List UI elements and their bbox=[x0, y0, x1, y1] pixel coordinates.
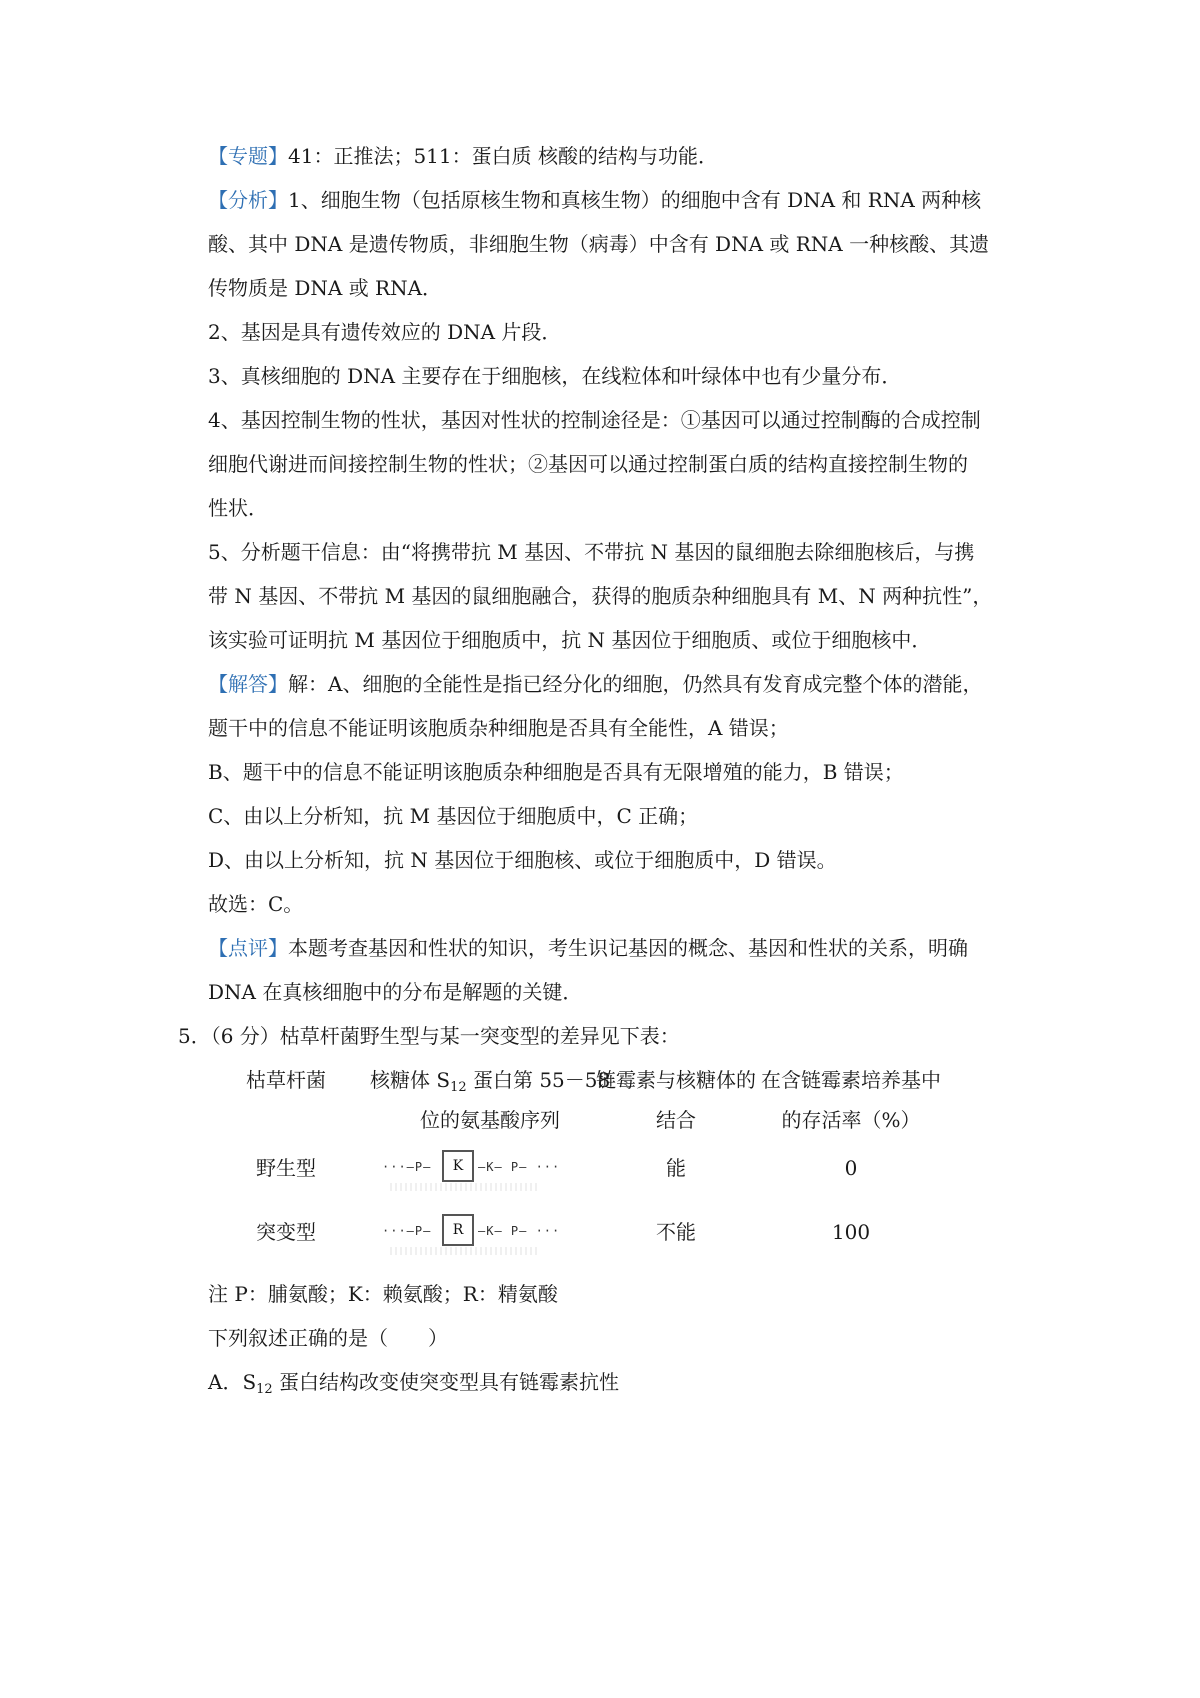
topic-tag: 【专题】 bbox=[208, 144, 288, 168]
table-header-survival-line-2: 的存活率（%） bbox=[781, 1108, 921, 1132]
question-5-note: 注 P：脯氨酸；K：赖氨酸；R：精氨酸 bbox=[208, 1282, 558, 1306]
option-a-post: 蛋白结构改变使突变型具有链霉素抗性 bbox=[272, 1370, 620, 1394]
analysis-line-3: 传物质是 DNA 或 RNA． bbox=[208, 276, 443, 300]
sequence-right: —K— P— ··· bbox=[478, 1160, 561, 1174]
table-header-sequence-line-2: 位的氨基酸序列 bbox=[420, 1108, 560, 1132]
comment-line-2: DNA 在真核细胞中的分布是解题的关键． bbox=[208, 980, 583, 1004]
scan-noise bbox=[390, 1247, 540, 1255]
answer-tag: 【解答】 bbox=[208, 672, 288, 696]
sequence-diagram-wild bbox=[382, 1150, 582, 1194]
topic-text: 41：正推法；511：蛋白质 核酸的结构与功能． bbox=[288, 144, 718, 168]
question-5-option-a bbox=[208, 1368, 619, 1396]
answer-line-2: 题干中的信息不能证明该胞质杂种细胞是否具有全能性，A 错误； bbox=[208, 716, 789, 740]
comment-line-1 bbox=[208, 934, 968, 962]
table-header-binding: 链霉素与核糖体的 bbox=[596, 1068, 756, 1092]
analysis-point-4-line-1: 4、基因控制生物的性状，基因对性状的控制途径是：①基因可以通过控制酶的合成控制 bbox=[208, 408, 981, 432]
answer-option-b: B、题干中的信息不能证明该胞质杂种细胞是否具有无限增殖的能力，B 错误； bbox=[208, 760, 904, 784]
answer-option-d: D、由以上分析知，抗 N 基因位于细胞核、或位于细胞质中，D 错误。 bbox=[208, 848, 837, 872]
sequence-left: ···—P— bbox=[382, 1224, 432, 1238]
table-header-strain: 枯草杆菌 bbox=[246, 1068, 326, 1092]
analysis-point-5-line-2: 带 N 基因、不带抗 M 基因的鼠细胞融合，获得的胞质杂种细胞具有 M、N 两种抗性”， bbox=[208, 584, 993, 608]
analysis-point-4-line-2: 细胞代谢进而间接控制生物的性状；②基因可以通过控制蛋白质的结构直接控制生物的 bbox=[208, 452, 968, 476]
analysis-line-1 bbox=[208, 186, 981, 214]
table-header-binding-line-2: 结合 bbox=[656, 1108, 696, 1132]
answer-line-1 bbox=[208, 670, 982, 698]
table-row-wild-binding: 能 bbox=[666, 1156, 686, 1180]
question-5-prompt: 下列叙述正确的是（ ） bbox=[208, 1326, 448, 1350]
comment-tag: 【点评】 bbox=[208, 936, 288, 960]
table-row-wild-survival: 0 bbox=[844, 1156, 858, 1180]
analysis-text: 1、细胞生物（包括原核生物和真核生物）的细胞中含有 DNA 和 RNA 两种核 bbox=[288, 188, 982, 212]
table-row-mutant-binding: 不能 bbox=[656, 1220, 696, 1244]
table-header-sequence bbox=[370, 1066, 610, 1094]
option-a-pre: A．S bbox=[208, 1370, 257, 1394]
table-header-survival: 在含链霉素培养基中 bbox=[761, 1068, 941, 1092]
answer-text: 解：A、细胞的全能性是指已经分化的细胞，仍然具有发育成完整个体的潜能， bbox=[288, 672, 983, 696]
analysis-point-5-line-3: 该实验可证明抗 M 基因位于细胞质中，抗 N 基因位于细胞质、或位于细胞核中． bbox=[208, 628, 932, 652]
header-sequence-b: 蛋白第 55－58 bbox=[466, 1068, 611, 1092]
analysis-point-5-line-1: 5、分析题干信息：由“将携带抗 M 基因、不带抗 N 基因的鼠细胞去除细胞核后，与携 bbox=[208, 540, 975, 564]
answer-option-c: C、由以上分析知，抗 M 基因位于细胞质中，C 正确； bbox=[208, 804, 699, 828]
comment-text: 本题考查基因和性状的知识，考生识记基因的概念、基因和性状的关系，明确 bbox=[288, 936, 968, 960]
sequence-diagram-mutant bbox=[382, 1214, 582, 1258]
analysis-line-2: 酸、其中 DNA 是遗传物质，非细胞生物（病毒）中含有 DNA 或 RNA 一种核酸、其遗 bbox=[208, 232, 990, 256]
question-5-stem: 5．（6 分）枯草杆菌野生型与某一突变型的差异见下表： bbox=[178, 1024, 680, 1048]
header-sequence-sub: 12 bbox=[450, 1080, 467, 1095]
analysis-tag: 【分析】 bbox=[208, 188, 288, 212]
sequence-right: —K— P— ··· bbox=[478, 1224, 561, 1238]
option-a-sub: 12 bbox=[256, 1382, 273, 1397]
sequence-left: ···—P— bbox=[382, 1160, 432, 1174]
analysis-point-2: 2、基因是具有遗传效应的 DNA 片段． bbox=[208, 320, 562, 344]
table-row-mutant-survival: 100 bbox=[831, 1220, 871, 1244]
table-row-mutant-name: 突变型 bbox=[256, 1220, 316, 1244]
analysis-point-3: 3、真核细胞的 DNA 主要存在于细胞核，在线粒体和叶绿体中也有少量分布． bbox=[208, 364, 902, 388]
answer-choice: 故选：C。 bbox=[208, 892, 304, 916]
sequence-box: K bbox=[442, 1150, 474, 1182]
analysis-point-4-line-3: 性状． bbox=[208, 496, 268, 520]
sequence-box: R bbox=[442, 1214, 474, 1246]
header-sequence-a: 核糖体 S bbox=[370, 1068, 451, 1092]
table-row-wild-name: 野生型 bbox=[256, 1156, 316, 1180]
topic-line bbox=[208, 142, 718, 170]
scan-noise bbox=[390, 1183, 540, 1191]
